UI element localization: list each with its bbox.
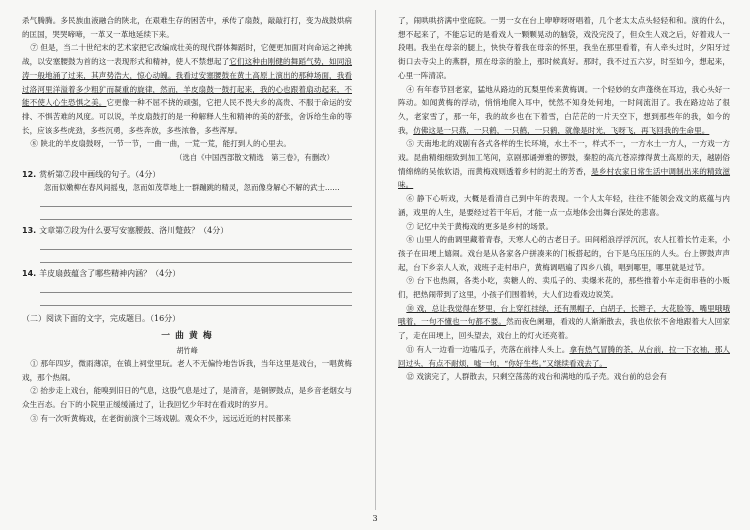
paragraph: ⑪ 有人一边看一边嗑瓜子，壳落在前排人头上。拿有热气冒腾的茶，从台前，拉一下衣袖，那人回过头，有点不耐烦，嘘一句，“你好生些。”又继续看戏去了。	[398, 344, 730, 368]
answer-line[interactable]	[40, 250, 352, 263]
paragraph: 杀气腾腾。多民族血液融合的陕北，在艰难生存的困苦中，承传了扇鼓，敲敲打打，变为战鼓烘病的匡国，哭哭啼啼，一革又一革地延续下来。	[22, 16, 352, 39]
answer-line[interactable]	[40, 293, 352, 306]
source-citation: （选自《中国西部散文精选 第三卷》，有删改）	[175, 153, 334, 163]
paragraph: ⑧ 陕北的羊皮扇鼓呀，一节一节，一曲一曲，一荒一荒，能打到人的心里去。	[30, 139, 291, 149]
article-title: 一 曲 黄 梅	[161, 331, 213, 342]
question-quote: 忽而似嫩柳在春风间摇曳，忽而如茂草地上一群蹦跳的精灵，忽而像身解心不解的武士……	[44, 183, 340, 193]
paragraph: ③ 有一次听黄梅戏，在老街前演个三场戏剧。观众不少，远远近近的村民都来	[30, 413, 291, 423]
paragraph: ⑥ 静下心听戏，大概是看清自己到中年的表现。一个人太年轻，往往不能领会戏文的底蕴与内涵，戏里的人生，是要经过若干年后，才能一点一点地体会出舞台深处的悲喜。	[398, 194, 730, 217]
paragraph: ⑦ 记忆中关于黄梅戏的更多是乡村的场景。	[406, 221, 554, 231]
answer-line[interactable]	[40, 280, 352, 293]
right-column	[398, 14, 730, 384]
page-number: 3	[372, 514, 378, 523]
paragraph: ① 那年四岁，微雨薄凉，在镇上祠堂里玩。老人不无偏怜地告诉我，当年这里是戏台，一唱黄梅戏，那个热闹。	[22, 359, 352, 382]
paragraph: ⑩ 戏，总让我觉得在梦里，台上穿红挂绿，还有黑帽子，白胡子，长辫子，大花脸等，嘴里哦哦哦着，一句不懂也一句都不要。然而夜色阑珊，看戏的人渐渐散去，我也依依不舍地跟着大人回家了，走在田埂上，回头望去，戏台上的灯火还亮着。	[398, 303, 731, 341]
answer-line[interactable]	[40, 237, 352, 250]
paragraph: ④ 有年春节回老家，猛地从路边的瓦梨里传来黄梅调。一个轻妙的女声蓬绕在耳边，我心头好一阵动。如闻黄梅的浮动，悄悄地爬入耳中，恍然不知身处何地，一时间流泪了。我在路边站了很久，老家雪了，那一年，我的故乡也在下着雪，白茫茫的一片天空下，想到那些年的我，如今的我，仿佛这是一只燕，一只鹤，一只鹤，一只鹤，就像是时光，飞呀飞，再飞回我的生命里。	[398, 84, 730, 135]
question-14: 14. 羊皮扇鼓蕴含了哪些精神内涵？（4分）	[22, 269, 181, 279]
question-13: 13. 文章第⑦段为什么要写安塞腰鼓、洛川蹩鼓？（4分）	[22, 226, 229, 236]
left-column	[22, 14, 352, 426]
article-author: 胡竹峰	[176, 346, 198, 356]
paragraph: ⑨ 台下也热闹，各类小吃，卖糖人的、卖瓜子的、卖爆米花的，那些推着小车走街串巷的小贩们，把热闹带到了这里，小孩子们围着转，大人们边看戏边说笑。	[398, 276, 730, 300]
paragraph: ⑤ 天南地北的戏剧有各式各样的生长环境，水土不一，样式不一，一方水土一方人，一方戏一方戏。昆曲精细细致到加工笔间，京剧那诵弹雅的锣鼓，秦腔的高亢苍凉撑得黄土高原的天，越剧俗情绵绵的吴侬软语，而黄梅戏则透着乡村的泥土的芳香，是乡村农家日常生活中调制出来的精致滋味。	[398, 139, 731, 190]
answer-line[interactable]	[40, 207, 352, 220]
section-heading: （二）阅读下面的文字，完成题目。（16分）	[22, 314, 181, 324]
question-12: 12. 赏析第⑦段中画线的句子。（4分）	[22, 170, 161, 180]
paragraph: ② 抬步走上戏台，能嗅到旧日的气息，这股气息是过了，是清音，是铜锣鼓点，是乡音老烟女与众生百态。台下的小院里正缓缓涌过了，让我回忆少年时在看戏时的岁月。	[22, 386, 352, 410]
paragraph: ⑧ 山里人的曲调里藏着青春，天寒人心的古老日子。田间稻浪浮浮沉沉，农人扛着长竹走来，小孩子在田埂上嬉闹。戏台是从各家各户拼凑来的门板搭起的，台下是乌压压的人头。台上锣鼓声声起，台下乡亲人人欢，戏班子走村串户，黄梅调唱遍了四乡八镇，唱到哪里，哪里就是过节。	[398, 235, 731, 272]
answer-line[interactable]	[40, 194, 352, 207]
column-divider	[375, 10, 376, 510]
paragraph: 了，闹哄哄挤满中堂庭院。一男一女在台上咿咿呀呀唱着，几个老太太点头轻轻和和。演的什么，想不起来了，不能忘记的是看戏人一颗颗晃动的脑袋，戏没完没了，但众生人戏之后，好着戏人一段唱。我坐在母亲的腿上，快快夺着我在母亲的怀里，我坐在那里看着，有人牵头过时，夕阳牙过街口去寺尖上的燕群，照在母亲的脸上，那时候真好。那时，我不过五六岁，时至如今，想起来，心里一阵清凉。	[398, 16, 730, 80]
paragraph: ⑫ 戏演完了，人群散去，只剩空荡荡的戏台和满地的瓜子壳。戏台前的总会有	[406, 372, 667, 382]
paragraph: ⑦ 但是，当二十世纪末的艺术家把它改编成壮美的现代群体舞蹈时，它便更加面对向命运之神挑战，以安塞腰鼓为首的这一表现形式和精神，使人不禁想起了它们这种由刚健的舞蹈气势，如同浪涛一般地涌了过来，其声势浩大，惊心动魄。我看过安塞腰鼓在黄土高原上演出的那种场面，我看过洛河里洋溢着多少粗犷而凝重的旋律，然而，羊皮扇鼓一鼓打起来，我的心也跟着扇动起来，不能不使人心生恐惧之美。它更像一种不屈不挠的顽强，它把人民不畏大乡的高贵、不服于命运的安排、不惧苦难的风度。可以说，羊皮扇鼓打的是一种解释人生和精神的美的舒张，舍诉给生命的等长，应该多些虎劲，多些沉勇，多些奔放，多些浓鲁，多些浑厚。	[22, 43, 353, 135]
